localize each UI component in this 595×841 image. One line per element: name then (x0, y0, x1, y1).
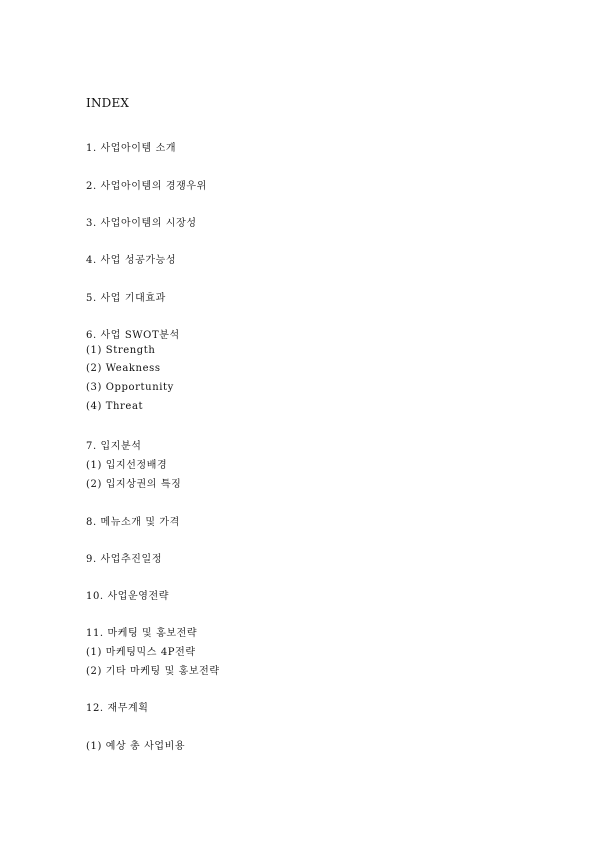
toc-item-6: 6. 사업 SWOT분석 (86, 330, 180, 341)
toc-item-4: 4. 사업 성공가능성 (86, 255, 177, 266)
toc-subitem-7-1: (1) 입지선정배경 (86, 460, 168, 471)
toc-item-1: 1. 사업아이템 소개 (86, 143, 177, 154)
toc-subitem-11-1: (1) 마케팅믹스 4P전략 (86, 647, 196, 658)
toc-item-10: 10. 사업운영전략 (86, 591, 170, 602)
toc-item-2: 2. 사업아이템의 경쟁우위 (86, 181, 207, 192)
toc-subitem-6-4: (4) Threat (86, 401, 144, 412)
toc-subitem-11-2: (2) 기타 마케팅 및 홍보전략 (86, 666, 220, 677)
toc-subitem-6-1: (1) Strength (86, 345, 156, 356)
toc-item-12: 12. 재무계획 (86, 703, 149, 714)
toc-item-11: 11. 마케팅 및 홍보전략 (86, 628, 198, 639)
toc-item-8: 8. 메뉴소개 및 가격 (86, 517, 180, 528)
toc-item-3: 3. 사업아이템의 시장성 (86, 218, 197, 229)
toc-subitem-7-2: (2) 입지상권의 특징 (86, 479, 182, 490)
toc-subitem-6-2: (2) Weakness (86, 363, 161, 374)
toc-item-9: 9. 사업추진일정 (86, 554, 163, 565)
toc-item-7: 7. 입지분석 (86, 441, 142, 452)
toc-item-5: 5. 사업 기대효과 (86, 293, 166, 304)
toc-subitem-12-1: (1) 예상 총 사업비용 (86, 741, 186, 752)
toc-subitem-6-3: (3) Opportunity (86, 382, 174, 393)
index-title: INDEX (86, 96, 130, 110)
